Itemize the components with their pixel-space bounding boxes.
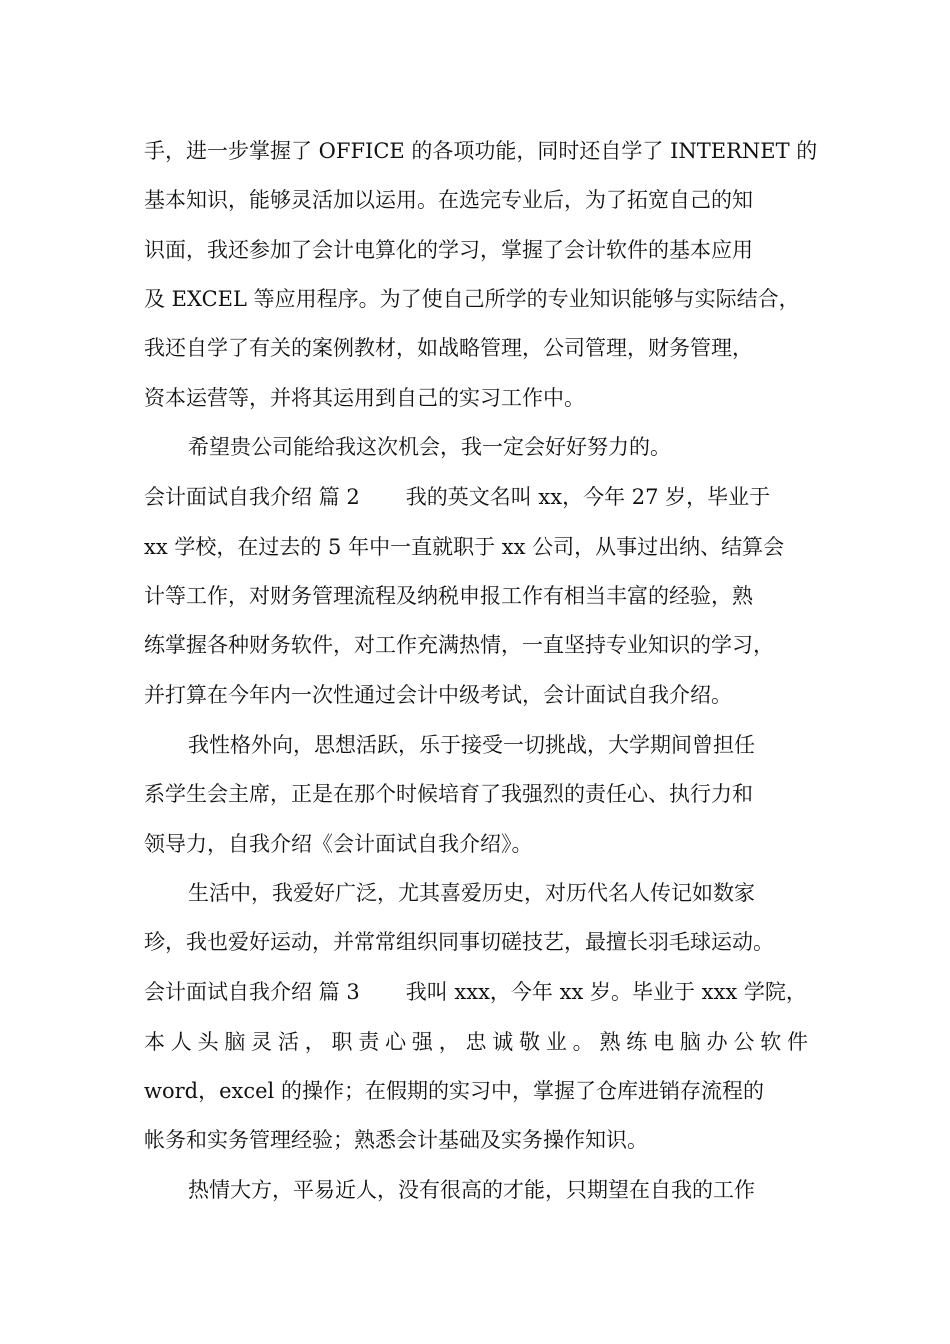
text-line: 识面，我还参加了会计电算化的学习，掌握了会计软件的基本应用 (144, 238, 753, 262)
text-line: 本人头脑灵活，职责心强，忠诚敬业。熟练电脑办公软件 (144, 1030, 808, 1054)
text-line: 我性格外向，思想活跃，乐于接受一切挑战，大学期间曾担任 (188, 733, 755, 757)
text-line: 手，进一步掌握了 OFFICE 的各项功能，同时还自学了 INTERNET 的 (144, 139, 818, 163)
text-line: 珍，我也爱好运动，并常常组织同事切磋技艺，最擅长羽毛球运动。 (144, 930, 774, 954)
text-line: 领导力，自我介绍《会计面试自我介绍》。 (144, 832, 533, 856)
text-line: 及 EXCEL 等应用程序。为了使自己所学的专业知识能够与实际结合， (144, 287, 800, 311)
text-line: 帐务和实务管理经验；熟悉会计基础及实务操作知识。 (144, 1128, 648, 1152)
section-line (144, 972, 807, 1012)
text-line: 并打算在今年内一次性通过会计中级考试，会计面试自我介绍。 (144, 683, 732, 707)
text-line: word，excel 的操作；在假期的实习中，掌握了仓库进销存流程的 (144, 1079, 764, 1103)
text-span: 我的英文名叫 xx，今年 27 岁，毕业于 (405, 485, 771, 509)
text-line: 练掌握各种财务软件，对工作充满热情，一直坚持专业知识的学习， (144, 633, 774, 657)
text-line: 系学生会主席，正是在那个时候培育了我强烈的责任心、执行力和 (144, 782, 753, 806)
text-line: 计等工作，对财务管理流程及纳税申报工作有相当丰富的经验，熟 (144, 584, 753, 608)
text-line: xx 学校，在过去的 5 年中一直就职于 xx 公司，从事过出纳、结算会 (144, 535, 785, 559)
text-line: 我还自学了有关的案例教材，如战略管理，公司管理，财务管理， (144, 336, 753, 360)
text-line: 基本知识，能够灵活加以运用。在选完专业后，为了拓宽自己的知 (144, 188, 753, 212)
text-line: 希望贵公司能给我这次机会，我一定会好好努力的。 (188, 435, 671, 459)
section-line (144, 477, 770, 517)
text-line: 生活中，我爱好广泛，尤其喜爱历史，对历代名人传记如数家 (188, 881, 755, 905)
section-heading: 会计面试自我介绍 篇 2 (144, 485, 360, 509)
text-span: 我叫 xxx，今年 xx 岁。毕业于 xxx 学院， (405, 980, 807, 1004)
text-line: 热情大方，平易近人，没有很高的才能，只期望在自我的工作 (188, 1178, 755, 1202)
section-heading: 会计面试自我介绍 篇 3 (144, 980, 360, 1004)
text-line: 资本运营等，并将其运用到自己的实习工作中。 (144, 386, 585, 410)
